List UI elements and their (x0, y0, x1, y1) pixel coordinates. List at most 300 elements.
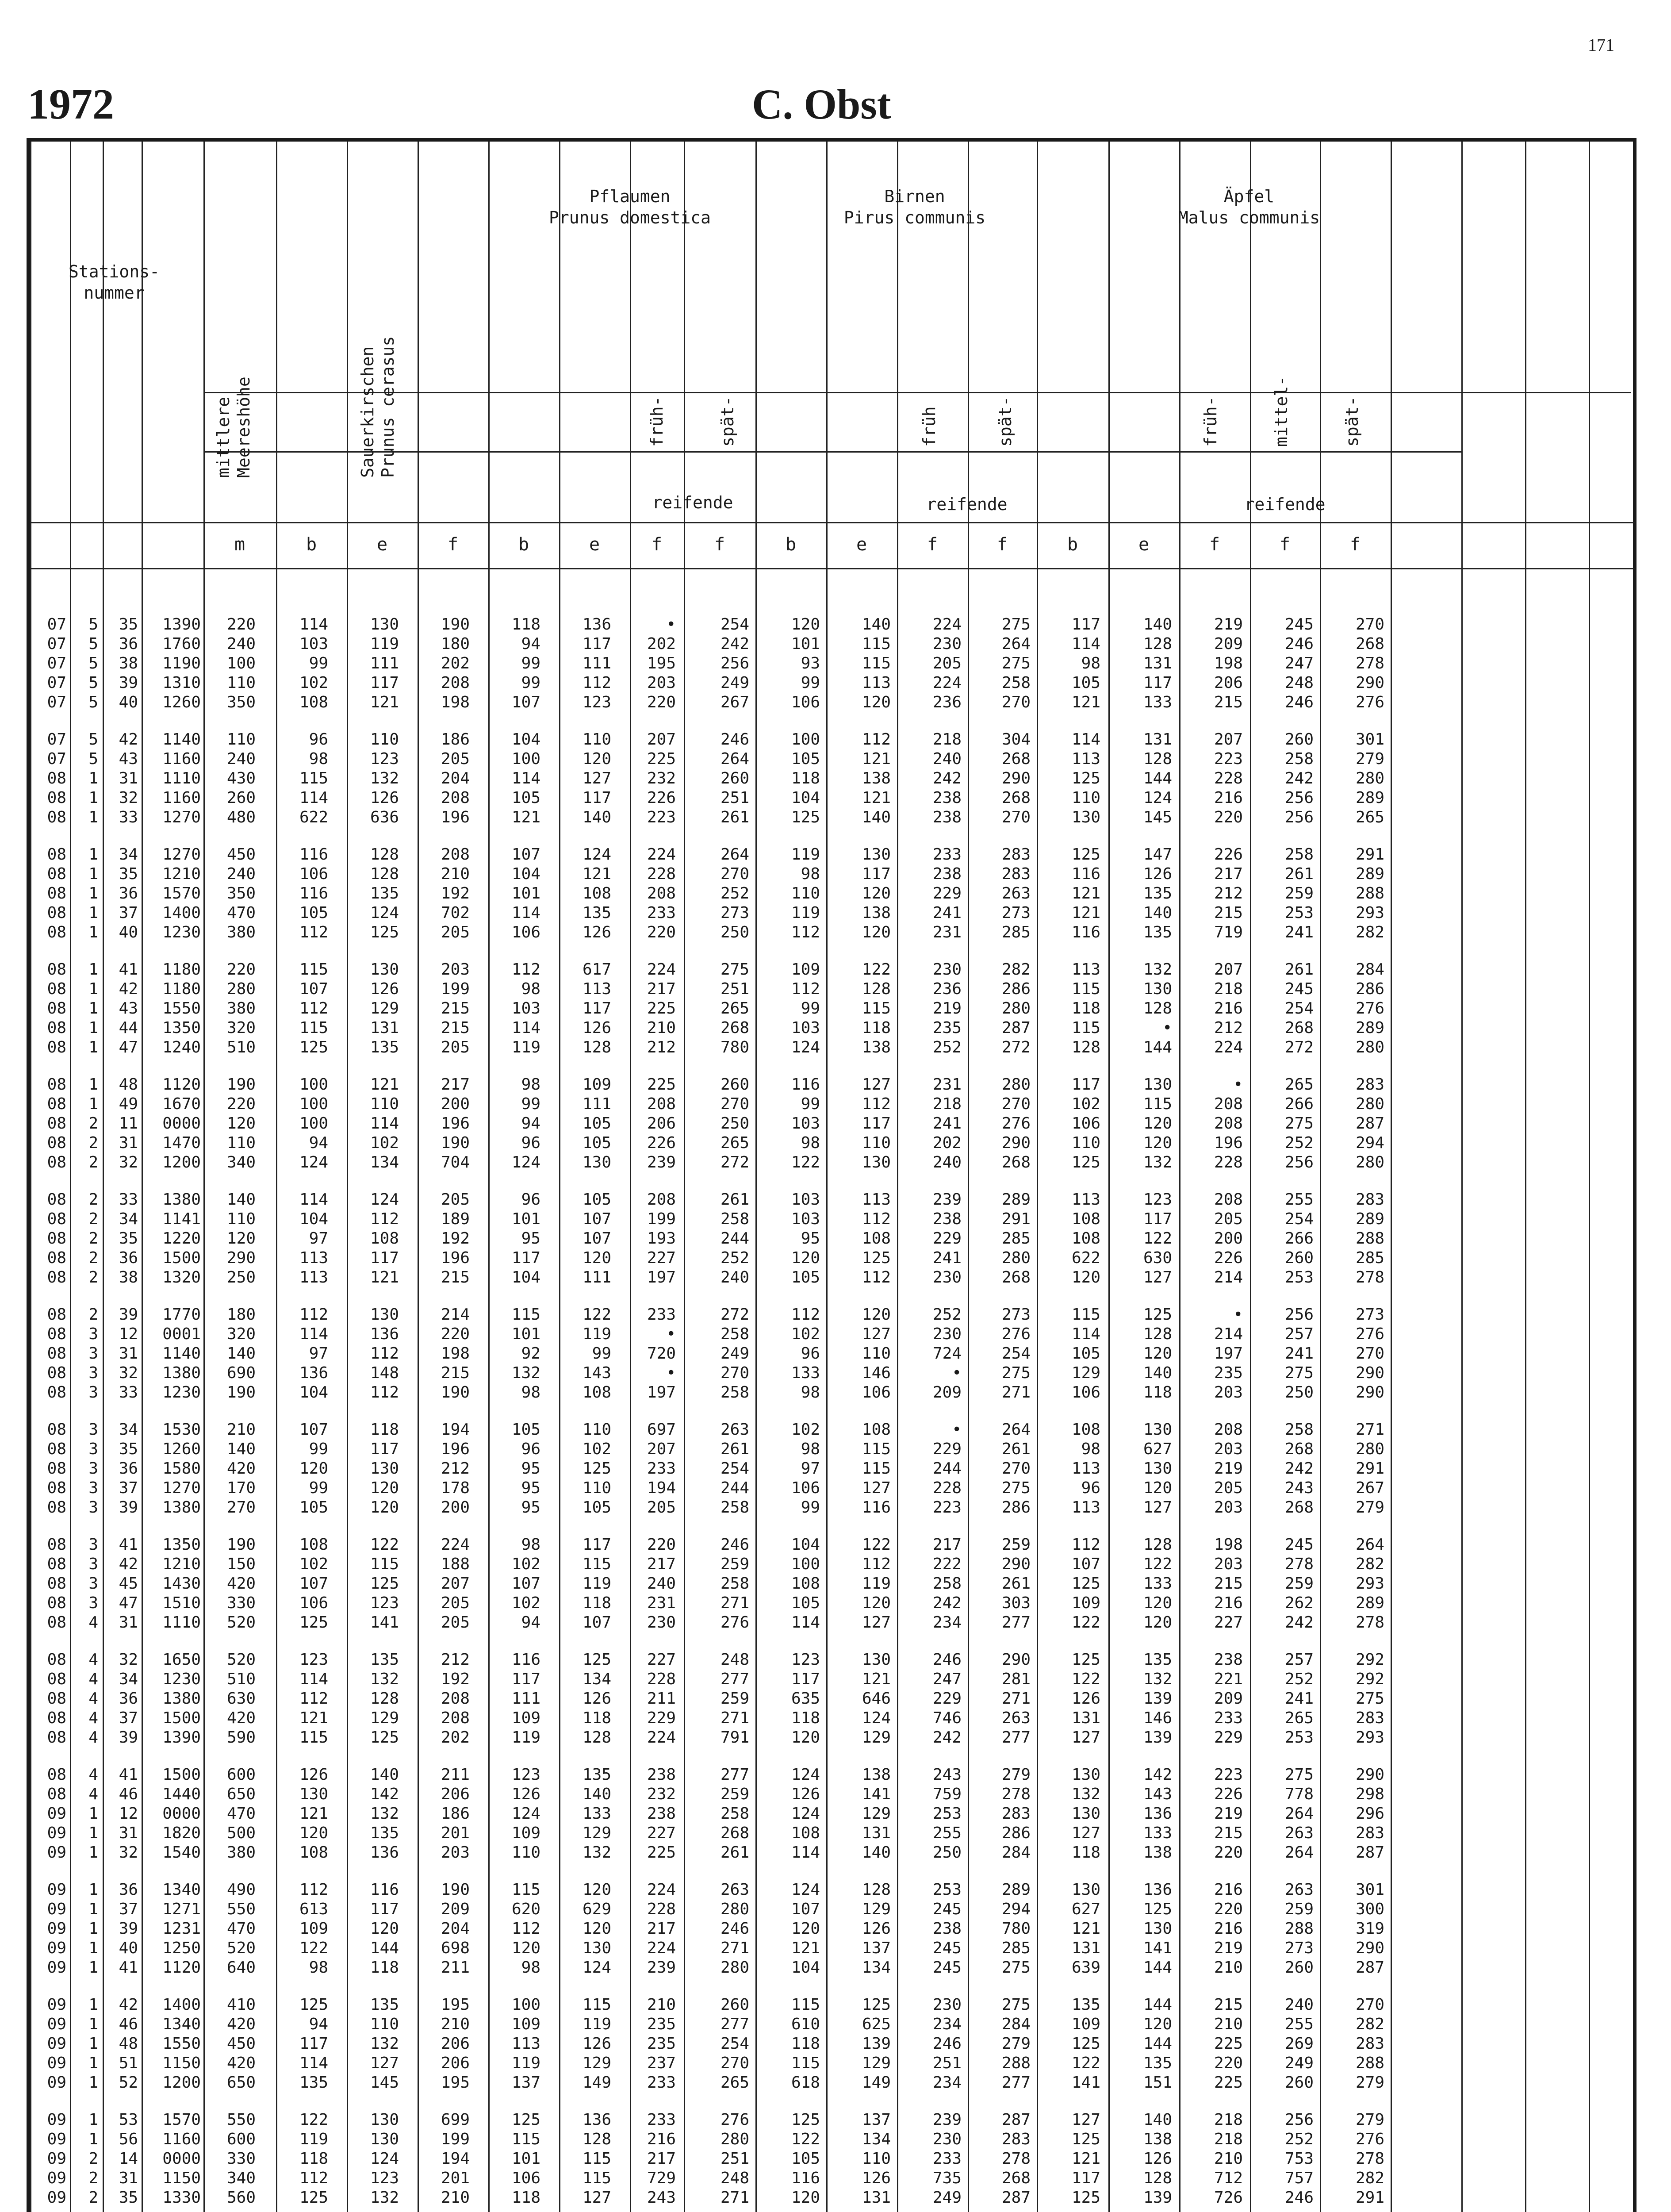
table-cell: 141 (1071, 2074, 1100, 2092)
table-cell: 282 (1001, 960, 1031, 979)
table-cell: 111 (582, 654, 611, 672)
table-cell: 283 (1355, 1075, 1384, 1094)
table-cell: 136 (582, 615, 611, 634)
table-cell: 277 (720, 2015, 749, 2033)
table-cell: 223 (647, 808, 676, 826)
table-cell: 261 (1284, 960, 1314, 979)
table-cell: 280 (1355, 1153, 1384, 1171)
table-cell: 206 (441, 1785, 470, 1803)
table-cell: 106 (862, 1383, 891, 1402)
unit-label: m (234, 534, 245, 555)
table-cell: 136 (370, 1843, 399, 1862)
table-cell: 100 (299, 1075, 328, 1094)
table-cell: 290 (1001, 1134, 1031, 1152)
table-cell: 275 (1001, 1479, 1031, 1497)
table-cell: 5 (88, 750, 98, 768)
table-cell: 270 (1001, 693, 1031, 711)
table-cell: 251 (720, 2150, 749, 2168)
table-cell: 192 (441, 1229, 470, 1248)
table-cell: 276 (720, 2111, 749, 2129)
table-cell: 112 (582, 674, 611, 692)
table-cell: 207 (441, 1575, 470, 1593)
table-cell: 118 (582, 1709, 611, 1727)
table-cell: 219 (1214, 1939, 1243, 1957)
table-cell: 241 (932, 1114, 962, 1133)
table-cell: 246 (932, 2035, 962, 2053)
table-cell: 231 (932, 923, 962, 941)
table-cell: 114 (791, 1613, 820, 1632)
table-cell: 235 (932, 1019, 962, 1037)
data-table (27, 138, 1637, 2212)
table-cell: 0000 (162, 2150, 201, 2168)
table-cell: 1 (88, 1019, 98, 1037)
table-cell: 120 (226, 1229, 256, 1248)
table-cell: 219 (1214, 1459, 1243, 1478)
table-cell: 285 (1001, 1229, 1031, 1248)
table-cell: 132 (370, 2189, 399, 2207)
table-cell: 629 (582, 1900, 611, 1918)
table-cell: 620 (511, 1900, 540, 1918)
table-cell: 195 (441, 2074, 470, 2092)
table-cell: 208 (441, 845, 470, 864)
table-cell: 289 (1355, 1210, 1384, 1228)
table-cell: 08 (47, 884, 66, 902)
table-cell: 122 (1143, 1555, 1172, 1573)
table-cell: 220 (226, 1095, 256, 1113)
table-cell: 217 (1214, 865, 1243, 883)
table-cell: 125 (862, 1249, 891, 1267)
table-cell: 420 (226, 1575, 256, 1593)
table-cell: 0001 (162, 1325, 201, 1343)
table-cell: 118 (791, 2035, 820, 2053)
table-cell: 132 (582, 1843, 611, 1862)
table-cell: 130 (299, 1785, 328, 1803)
table-cell: 256 (1284, 1153, 1314, 1171)
table-cell: 5 (88, 654, 98, 672)
table-cell: 210 (1214, 2015, 1243, 2033)
table-cell: 219 (1214, 615, 1243, 634)
table-cell: 128 (1143, 999, 1172, 1018)
table-cell: 136 (370, 1325, 399, 1343)
table-cell: 130 (370, 1459, 399, 1478)
table-cell: 202 (441, 654, 470, 672)
table-cell: 125 (370, 923, 399, 941)
apple-early-label: früh- (1201, 396, 1220, 447)
table-cell: 110 (862, 1134, 891, 1152)
table-cell: 234 (932, 1613, 962, 1632)
table-cell: 228 (932, 1479, 962, 1497)
table-cell: 120 (791, 2189, 820, 2207)
table-cell: 1 (88, 1095, 98, 1113)
table-cell: 110 (582, 730, 611, 749)
table-cell: 116 (299, 884, 328, 902)
table-cell: 127 (862, 1075, 891, 1094)
table-cell: 140 (226, 1344, 256, 1363)
table-cell: 281 (1001, 1670, 1031, 1688)
table-cell: 3 (88, 1594, 98, 1612)
table-cell: 1500 (162, 1709, 201, 1727)
table-cell: 130 (370, 960, 399, 979)
table-cell: 2 (88, 2150, 98, 2168)
table-cell: 290 (1355, 1364, 1384, 1382)
table-cell: 99 (521, 1095, 540, 1113)
table-cell: 136 (582, 2111, 611, 2129)
table-cell: 258 (720, 1325, 749, 1343)
table-cell: 108 (1071, 1229, 1100, 1248)
table-cell: 1 (88, 865, 98, 883)
table-cell: 98 (309, 1959, 328, 1977)
table-cell: 119 (582, 1575, 611, 1593)
table-cell: 258 (720, 1210, 749, 1228)
table-cell: 1440 (162, 1785, 201, 1803)
column-rule (1461, 142, 1463, 2212)
table-cell: 3 (88, 1498, 98, 1517)
table-cell: 3 (88, 1364, 98, 1382)
table-cell: 268 (1355, 635, 1384, 653)
table-cell: 260 (720, 1075, 749, 1094)
column-rule (1589, 142, 1590, 2212)
table-cell: 41 (119, 960, 138, 979)
table-cell: 1510 (162, 1594, 201, 1612)
table-cell: 112 (299, 2169, 328, 2187)
table-cell: 121 (862, 750, 891, 768)
table-cell: 112 (791, 923, 820, 941)
table-cell: 108 (791, 1824, 820, 1842)
table-cell: 117 (862, 865, 891, 883)
table-cell: 287 (1001, 1019, 1031, 1037)
table-cell: 116 (1071, 865, 1100, 883)
table-cell: 258 (1284, 845, 1314, 864)
table-cell: 210 (1214, 2150, 1243, 2168)
table-cell: 224 (932, 674, 962, 692)
table-cell: 235 (1214, 1364, 1243, 1382)
table-cell: 520 (226, 1939, 256, 1957)
table-cell: 131 (862, 1824, 891, 1842)
table-cell: 231 (932, 1075, 962, 1094)
table-cell: 276 (1355, 693, 1384, 711)
table-cell: 127 (582, 769, 611, 787)
table-cell: 99 (801, 1095, 820, 1113)
table-cell: 115 (791, 2054, 820, 2072)
table-cell: 288 (1355, 884, 1384, 902)
table-cell: 2 (88, 1190, 98, 1209)
table-cell: 216 (1214, 1881, 1243, 1899)
table-cell: 263 (1284, 1824, 1314, 1842)
table-cell: 2 (88, 1134, 98, 1152)
table-cell: 107 (511, 693, 540, 711)
table-cell: 282 (1355, 1555, 1384, 1573)
table-cell: 224 (647, 960, 676, 979)
table-cell: 2 (88, 1249, 98, 1267)
table-cell: 124 (791, 1805, 820, 1823)
table-cell: 1141 (162, 1210, 201, 1228)
table-cell: 202 (441, 1728, 470, 1747)
table-cell: 37 (119, 1900, 138, 1918)
table-cell: 246 (1284, 693, 1314, 711)
table-cell: 282 (1355, 2169, 1384, 2187)
table-cell: 144 (370, 1939, 399, 1957)
table-cell: 140 (582, 1785, 611, 1803)
table-cell: 1200 (162, 1153, 201, 1171)
table-cell: 287 (1001, 2111, 1031, 2129)
table-cell: 4 (88, 1670, 98, 1688)
table-cell: 99 (521, 654, 540, 672)
table-cell: 98 (1081, 1440, 1100, 1458)
table-cell: 120 (862, 884, 891, 902)
table-cell: 219 (932, 999, 962, 1018)
table-cell: 128 (370, 865, 399, 883)
table-cell: 206 (441, 2035, 470, 2053)
table-cell: 1 (88, 923, 98, 941)
table-cell: 117 (1143, 1210, 1172, 1228)
table-cell: 264 (1355, 1536, 1384, 1554)
table-cell: 115 (862, 654, 891, 672)
table-cell: 5 (88, 693, 98, 711)
table-cell: 253 (932, 1881, 962, 1899)
table-cell: 625 (862, 2015, 891, 2033)
table-cell: 233 (1214, 1709, 1243, 1727)
table-cell: 4 (88, 1651, 98, 1669)
table-cell: 1 (88, 2015, 98, 2033)
table-cell: 51 (119, 2054, 138, 2072)
table-cell: 108 (299, 1536, 328, 1554)
table-cell: 1 (88, 808, 98, 826)
table-cell: 218 (932, 730, 962, 749)
table-cell: 122 (791, 1153, 820, 1171)
table-cell: 225 (647, 750, 676, 768)
table-cell: 115 (582, 2150, 611, 2168)
table-cell: 200 (441, 1498, 470, 1517)
table-cell: 103 (791, 1210, 820, 1228)
table-cell: 135 (1143, 884, 1172, 902)
table-cell: 128 (1143, 2169, 1172, 2187)
table-cell: 266 (1284, 1095, 1314, 1113)
unit-label: f (651, 534, 663, 555)
table-cell: 217 (647, 1555, 676, 1573)
table-cell: 106 (299, 1594, 328, 1612)
table-cell: 119 (370, 635, 399, 653)
table-cell: 120 (1143, 1134, 1172, 1152)
table-cell: 125 (299, 1613, 328, 1632)
table-cell: 99 (801, 674, 820, 692)
table-cell: 199 (647, 1210, 676, 1228)
table-cell: 120 (1143, 1479, 1172, 1497)
table-cell: 190 (226, 1536, 256, 1554)
table-cell: 199 (441, 980, 470, 998)
table-cell: 137 (862, 1939, 891, 1957)
table-cell: 98 (521, 1959, 540, 1977)
table-cell: 1 (88, 1900, 98, 1918)
table-cell: 42 (119, 730, 138, 749)
table-cell: 201 (441, 1824, 470, 1842)
plum-late-label: spät- (718, 396, 737, 447)
table-cell: 125 (1071, 1651, 1100, 1669)
table-cell: 53 (119, 2111, 138, 2129)
table-cell: 264 (1001, 1421, 1031, 1439)
table-cell: 240 (226, 750, 256, 768)
table-cell: 117 (791, 1670, 820, 1688)
table-cell: 110 (226, 1134, 256, 1152)
table-cell: 120 (791, 615, 820, 634)
table-cell: 98 (801, 1383, 820, 1402)
table-cell: 07 (47, 674, 66, 692)
table-cell: 116 (862, 1498, 891, 1517)
table-cell: 130 (370, 1306, 399, 1324)
table-cell: 130 (582, 1939, 611, 1957)
table-cell: 123 (299, 1651, 328, 1669)
table-cell: 261 (1001, 1575, 1031, 1593)
table-cell: 233 (647, 2111, 676, 2129)
table-cell: 115 (862, 999, 891, 1018)
table-cell: 206 (441, 2054, 470, 2072)
table-cell: • (666, 1364, 676, 1382)
table-cell: 101 (791, 635, 820, 653)
table-cell: 280 (1355, 1038, 1384, 1056)
table-cell: 112 (299, 1690, 328, 1708)
table-cell: 129 (582, 1824, 611, 1842)
table-cell: 690 (226, 1364, 256, 1382)
table-cell: 194 (441, 2150, 470, 2168)
table-cell: 247 (932, 1670, 962, 1688)
table-cell: 233 (932, 845, 962, 864)
table-cell: 207 (647, 730, 676, 749)
table-cell: 144 (1143, 1959, 1172, 1977)
table-cell: 119 (511, 1038, 540, 1056)
table-cell: 253 (1284, 1728, 1314, 1747)
table-cell: 143 (582, 1364, 611, 1382)
table-cell: 36 (119, 1459, 138, 1478)
table-cell: 125 (1071, 845, 1100, 864)
table-cell: 117 (1071, 615, 1100, 634)
table-cell: 242 (1284, 1459, 1314, 1478)
table-cell: 1 (88, 1920, 98, 1938)
table-cell: 240 (226, 865, 256, 883)
table-cell: 630 (1143, 1249, 1172, 1267)
table-cell: 5 (88, 615, 98, 634)
table-cell: 233 (647, 1459, 676, 1478)
table-cell: 286 (1001, 1498, 1031, 1517)
table-cell: 08 (47, 1364, 66, 1382)
table-cell: 210 (441, 2189, 470, 2207)
table-cell: 275 (1001, 615, 1031, 634)
table-cell: 275 (1001, 1364, 1031, 1382)
table-cell: 233 (647, 904, 676, 922)
table-cell: 31 (119, 769, 138, 787)
table-cell: 273 (1284, 1939, 1314, 1957)
table-cell: 288 (1355, 2054, 1384, 2072)
table-cell: 291 (1355, 1459, 1384, 1478)
table-cell: 1160 (162, 750, 201, 768)
table-cell: 114 (370, 1114, 399, 1133)
table-cell: 120 (1143, 2015, 1172, 2033)
table-cell: 108 (370, 1229, 399, 1248)
table-cell: 121 (582, 865, 611, 883)
table-cell: 09 (47, 2054, 66, 2072)
table-cell: 39 (119, 1306, 138, 1324)
table-cell: 285 (1001, 923, 1031, 941)
table-cell: 125 (862, 1996, 891, 2014)
table-cell: 102 (299, 1555, 328, 1573)
table-cell: 778 (1284, 1785, 1314, 1803)
table-cell: 101 (511, 1210, 540, 1228)
table-cell: 248 (720, 1651, 749, 1669)
table-cell: 222 (932, 1555, 962, 1573)
table-cell: 1570 (162, 884, 201, 902)
table-cell: 291 (1355, 845, 1384, 864)
table-cell: 253 (1284, 1268, 1314, 1286)
table-cell: 116 (791, 1075, 820, 1094)
table-cell: 256 (1284, 1306, 1314, 1324)
table-cell: 124 (582, 845, 611, 864)
table-cell: 115 (791, 1996, 820, 2014)
table-cell: 280 (1001, 1075, 1031, 1094)
table-cell: 130 (1071, 1805, 1100, 1823)
table-cell: 235 (647, 2035, 676, 2053)
table-cell: 702 (441, 904, 470, 922)
table-cell: 3 (88, 1440, 98, 1458)
table-cell: 08 (47, 1038, 66, 1056)
unit-label: f (996, 534, 1008, 555)
table-cell: 09 (47, 2111, 66, 2129)
table-cell: 140 (370, 1766, 399, 1784)
table-cell: 124 (370, 904, 399, 922)
table-cell: 260 (226, 789, 256, 807)
table-cell: 735 (932, 2169, 962, 2187)
table-cell: 211 (441, 1766, 470, 1784)
table-cell: 1570 (162, 2111, 201, 2129)
table-cell: 290 (1001, 1555, 1031, 1573)
table-cell: 277 (1001, 1728, 1031, 1747)
table-cell: 217 (647, 980, 676, 998)
table-cell: 236 (932, 980, 962, 998)
table-cell: 298 (1355, 1785, 1384, 1803)
table-cell: 252 (932, 1306, 962, 1324)
table-cell: 100 (299, 1095, 328, 1113)
table-cell: 205 (647, 1498, 676, 1517)
table-cell: 203 (441, 1843, 470, 1862)
table-cell: 113 (582, 980, 611, 998)
table-cell: 115 (299, 960, 328, 979)
table-cell: 223 (1214, 750, 1243, 768)
table-cell: 44 (119, 1019, 138, 1037)
table-cell: 112 (370, 1344, 399, 1363)
table-cell: 261 (720, 1190, 749, 1209)
table-cell: 294 (1355, 1134, 1384, 1152)
table-cell: 188 (441, 1555, 470, 1573)
table-cell: 229 (932, 1440, 962, 1458)
table-cell: 510 (226, 1670, 256, 1688)
table-cell: 1140 (162, 730, 201, 749)
table-cell: 251 (720, 789, 749, 807)
table-cell: 280 (1355, 1440, 1384, 1458)
unit-label: e (856, 534, 867, 555)
table-cell: • (666, 615, 676, 634)
table-cell: 272 (1284, 1038, 1314, 1056)
table-cell: 08 (47, 789, 66, 807)
table-cell: 119 (791, 904, 820, 922)
table-cell: 08 (47, 1785, 66, 1803)
table-cell: 470 (226, 1805, 256, 1823)
table-cell: 330 (226, 1594, 256, 1612)
table-cell: 1270 (162, 845, 201, 864)
table-cell: 36 (119, 1881, 138, 1899)
table-cell: 208 (441, 1709, 470, 1727)
table-cell: 246 (1284, 2189, 1314, 2207)
table-cell: 106 (1071, 1114, 1100, 1133)
table-cell: 244 (720, 1479, 749, 1497)
table-cell: 230 (932, 635, 962, 653)
table-cell: 290 (1355, 1766, 1384, 1784)
